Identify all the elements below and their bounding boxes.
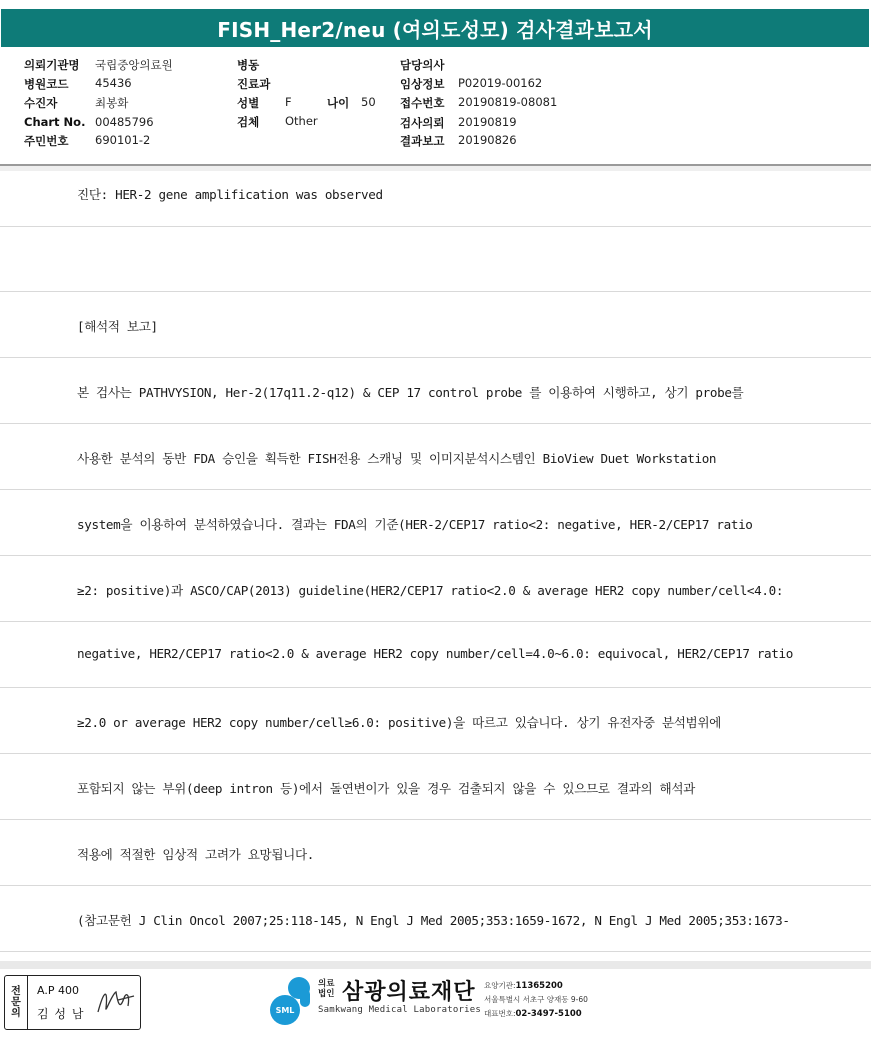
sml-logo-icon: SML	[270, 995, 300, 1025]
logo-mark-icon	[300, 989, 310, 1007]
address: 서울특별시 서초구 양재동 9-60	[484, 995, 588, 1004]
chart-no-value: 00485796	[95, 115, 154, 129]
institution-code: 11365200	[515, 981, 563, 991]
report-text: 본 검사는 PATHVYSION, Her-2(17q11.2-q12) & CEP 17 control probe 를 이용하여 시행하고, 상기 probe를	[77, 385, 744, 400]
patient-value: 최봉화	[95, 96, 129, 110]
signature-icon	[94, 984, 138, 1020]
lab-logo	[270, 975, 600, 1030]
report-date-value: 20190826	[458, 133, 517, 147]
hospital-code-value: 45436	[95, 76, 132, 90]
org-name: 삼광의료재단	[342, 980, 476, 1005]
chart-no-label: Chart No.	[24, 115, 86, 129]
hospital-code-label: 병원코드	[24, 77, 69, 91]
footer-band	[0, 961, 871, 969]
report-line	[0, 556, 871, 622]
report-line	[0, 622, 871, 688]
stamp-char: 전	[11, 986, 21, 997]
specimen-value: Other	[285, 114, 318, 128]
contact-label: 요양기관:	[484, 981, 516, 990]
contact-info	[484, 979, 588, 1021]
contact-label: 대표번호:	[484, 1009, 516, 1018]
institution-value: 국립중앙의료원	[95, 58, 173, 72]
report-line	[0, 820, 871, 886]
diagnosis-text: 진단: HER-2 gene amplification was observed	[77, 187, 383, 202]
reference-text: (참고문헌 J Clin Oncol 2007;25:118-145, N Engl J Med 2005;353:1659-1672, N Engl J Med 2005;353:1673-	[77, 913, 790, 928]
org-tag-line: 의료	[318, 979, 335, 989]
clinical-info-label: 임상정보	[400, 77, 445, 91]
report-text: system을 이용하여 분석하였습니다. 결과는 FDA의 기준(HER-2/CEP17 ratio<2: negative, HER-2/CEP17 ratio	[77, 517, 753, 532]
institution-label: 의뢰기관명	[24, 58, 80, 72]
report-text: ≥2.0 or average HER2 copy number/cell≥6.0: positive)을 따르고 있습니다. 상기 유전자중 분석범위에	[77, 715, 721, 730]
report-text: ≥2: positive)과 ASCO/CAP(2013) guideline(HER2/CEP17 ratio<2.0 & average HER2 copy number/cell<4.0:	[77, 583, 784, 598]
patient-info-header	[0, 52, 871, 164]
receipt-no-label: 접수번호	[400, 96, 445, 110]
age-value: 50	[361, 95, 376, 109]
stamp-char: 문	[11, 997, 21, 1008]
report-line	[0, 886, 871, 952]
department-label: 진료과	[237, 77, 271, 91]
report-line	[0, 292, 871, 358]
patient-label: 수진자	[24, 96, 58, 110]
resident-no-value: 690101-2	[95, 133, 151, 147]
report-text: 사용한 분석의 동반 FDA 승인을 획득한 FISH전용 스캐닝 및 이미지분석시스템인 BioView Duet Workstation	[77, 451, 717, 466]
pathologist-name: 김 성 남	[37, 1007, 85, 1021]
pathologist-stamp	[4, 975, 141, 1030]
clinical-info-value: P02019-00162	[458, 76, 543, 90]
request-date-value: 20190819	[458, 115, 517, 129]
org-tag-line: 법인	[318, 989, 335, 999]
report-line	[0, 424, 871, 490]
section-heading: [해석적 보고]	[77, 319, 158, 334]
report-line	[0, 358, 871, 424]
report-text: negative, HER2/CEP17 ratio<2.0 & average HER2 copy number/cell=4.0~6.0: equivocal, HER2/CEP17 ratio	[77, 646, 793, 661]
report-line	[0, 171, 871, 227]
report-text: 적용에 적절한 임상적 고려가 요망됩니다.	[77, 847, 315, 862]
report-title: FISH_Her2/neu (여의도성모) 검사결과보고서	[1, 9, 869, 47]
report-date-label: 결과보고	[400, 134, 445, 148]
report-line	[0, 227, 871, 292]
specialist-label	[5, 976, 28, 1029]
report-line	[0, 490, 871, 556]
report-line	[0, 688, 871, 754]
specimen-label: 검체	[237, 115, 260, 129]
org-english-name: Samkwang Medical Laboratories	[318, 1005, 481, 1015]
phone-number: 02-3497-5100	[515, 1009, 582, 1019]
org-type-tag	[318, 979, 334, 999]
report-line	[0, 754, 871, 820]
report-text: 포함되지 않는 부위(deep intron 등)에서 돌연변이가 있을 경우 검출되지 않을 수 있으므로 결과의 해석과	[77, 781, 695, 796]
receipt-no-value: 20190819-08081	[458, 95, 558, 109]
resident-no-label: 주민번호	[24, 134, 69, 148]
request-date-label: 검사의뢰	[400, 116, 445, 130]
ward-label: 병동	[237, 58, 260, 72]
physician-label: 담당의사	[400, 58, 445, 72]
license-number: A.P 400	[37, 984, 79, 997]
sex-value: F	[285, 95, 292, 109]
age-label: 나이	[327, 96, 350, 110]
sex-label: 성별	[237, 96, 260, 110]
stamp-char: 의	[11, 1008, 21, 1019]
